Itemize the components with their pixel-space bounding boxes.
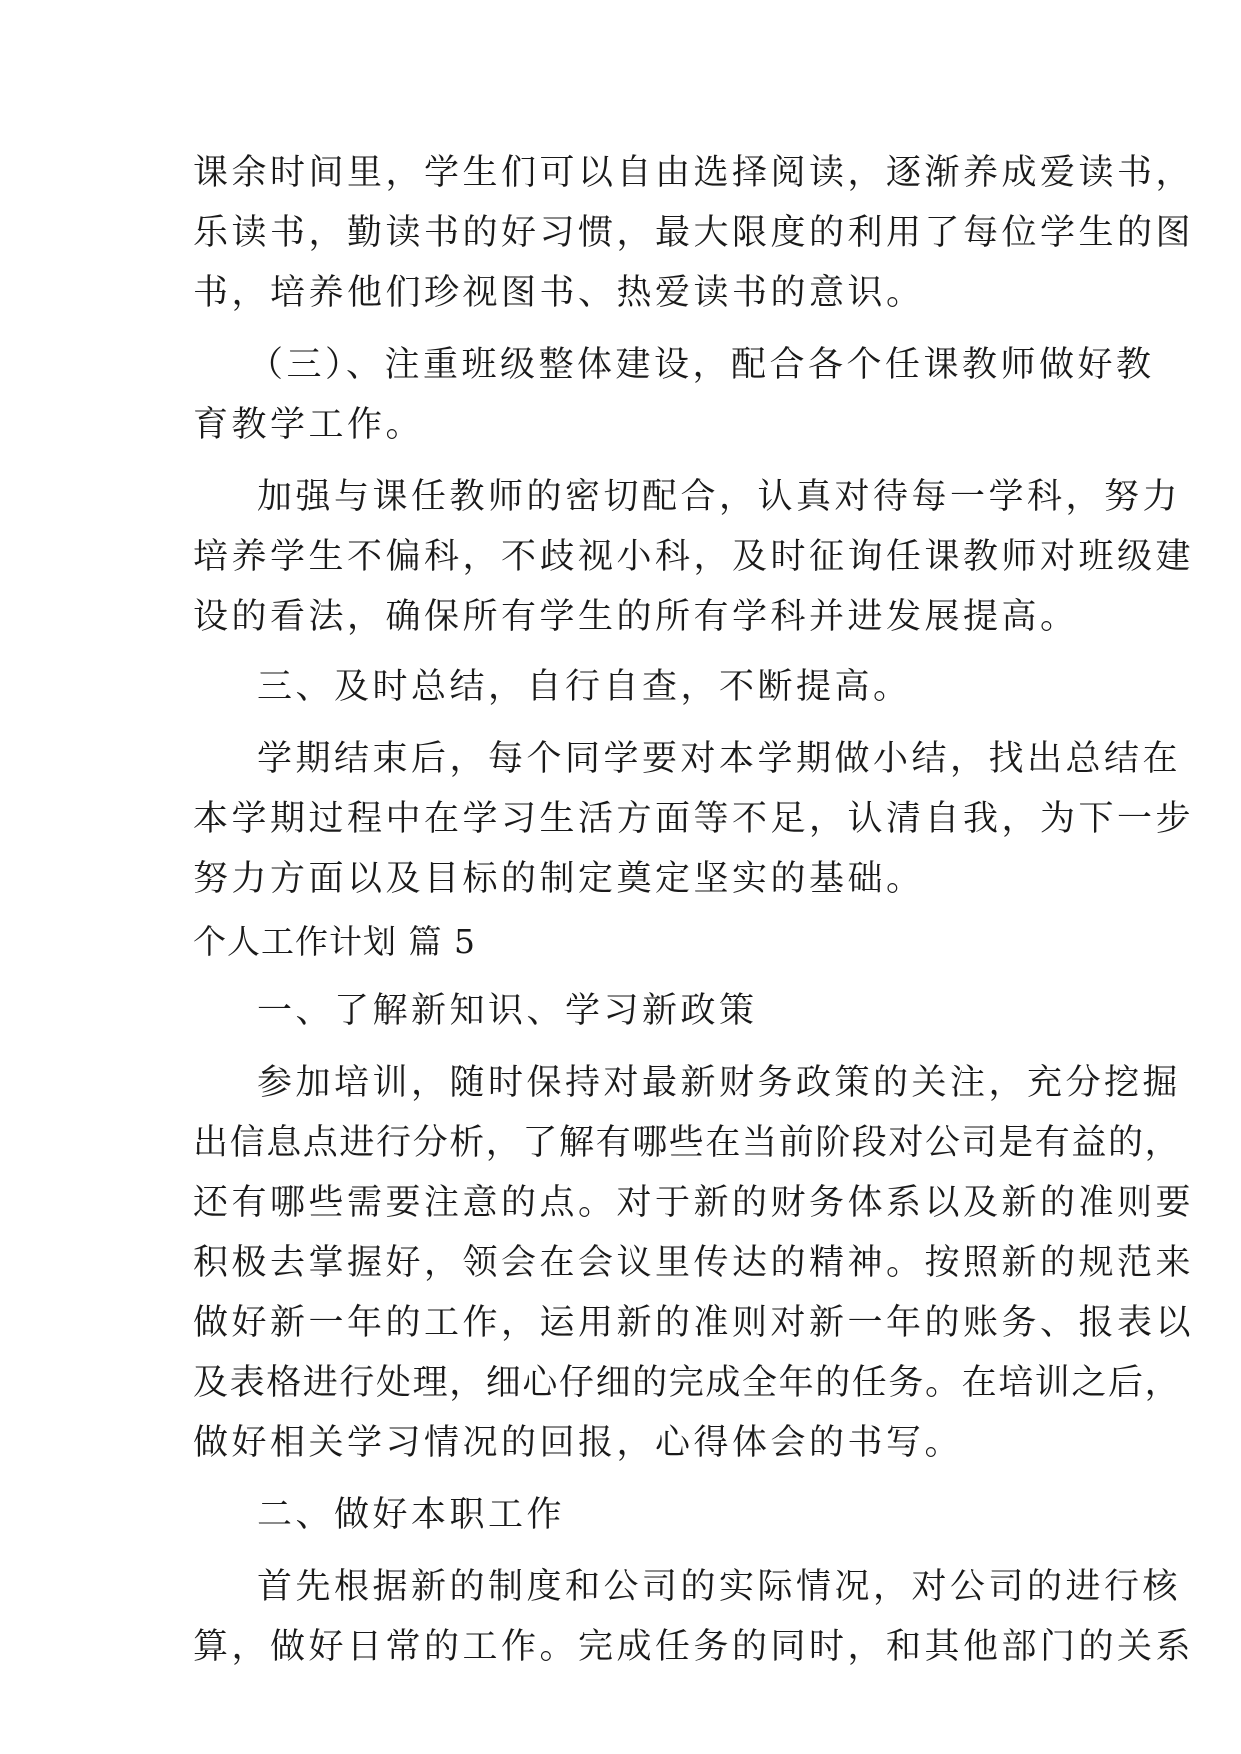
article-title: 个人工作计划 篇 5: [193, 922, 476, 961]
paragraph-line: 积极去掌握好，领会在会议里传达的精神。按照新的规范来: [193, 1243, 1195, 1283]
paragraph-line: 培养学生不偏科，不歧视小科，及时征询任课教师对班级建: [193, 537, 1195, 577]
section-heading: （三）、注重班级整体建设，配合各个任课教师做好教: [248, 345, 1155, 385]
paragraph-line: 首先根据新的制度和公司的实际情况，对公司的进行核: [257, 1567, 1182, 1607]
paragraph-line: 做好相关学习情况的回报，心得体会的书写。: [193, 1423, 964, 1463]
paragraph-line: 做好新一年的工作，运用新的准则对新一年的账务、报表以: [193, 1303, 1195, 1343]
paragraph-line: 算，做好日常的工作。完成任务的同时，和其他部门的关系: [193, 1627, 1195, 1667]
paragraph-line: 乐读书，勤读书的好习惯，最大限度的利用了每位学生的图: [193, 213, 1195, 253]
section-heading: 一、了解新知识、学习新政策: [257, 991, 758, 1031]
paragraph-line: 书，培养他们珍视图书、热爱读书的意识。: [193, 273, 925, 313]
paragraph-line: 及表格进行处理，细心仔细的完成全年的任务。在培训之后，: [193, 1363, 1182, 1403]
paragraph-line: 学期结束后，每个同学要对本学期做小结，找出总结在: [257, 739, 1182, 779]
section-heading: 二、做好本职工作: [257, 1495, 566, 1535]
paragraph-line: 出信息点进行分析，了解有哪些在当前阶段对公司是有益的，: [193, 1123, 1182, 1163]
paragraph-line: 育教学工作。: [193, 405, 425, 445]
paragraph-line: 加强与课任教师的密切配合，认真对待每一学科，努力: [257, 477, 1182, 517]
paragraph-line: 设的看法，确保所有学生的所有学科并进发展提高。: [193, 597, 1079, 637]
paragraph-line: 本学期过程中在学习生活方面等不足，认清自我，为下一步: [193, 799, 1195, 839]
paragraph-line: 努力方面以及目标的制定奠定坚实的基础。: [193, 859, 925, 899]
section-heading: 三、及时总结，自行自查，不断提高。: [257, 667, 912, 707]
paragraph-line: 还有哪些需要注意的点。对于新的财务体系以及新的准则要: [193, 1183, 1195, 1223]
paragraph-line: 课余时间里，学生们可以自由选择阅读，逐渐养成爱读书，: [193, 153, 1195, 193]
paragraph-line: 参加培训，随时保持对最新财务政策的关注，充分挖掘: [257, 1063, 1182, 1103]
